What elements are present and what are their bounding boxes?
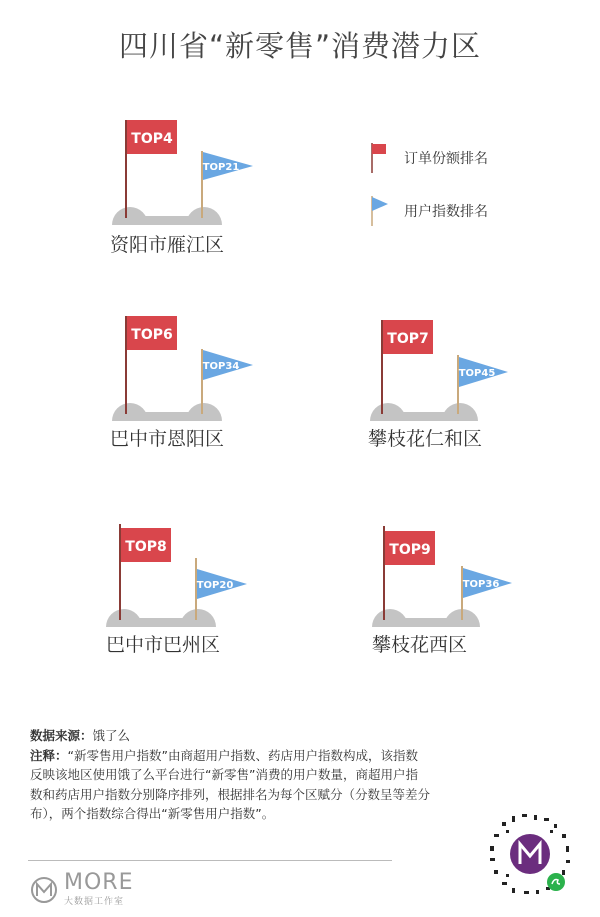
user-rank-label: TOP20 [196,580,234,591]
source-label: 数据来源： [30,728,93,743]
order-rank-label: TOP8 [125,539,167,555]
district-name: 资阳市雁江区 [110,234,225,256]
district-name: 巴中市恩阳区 [110,428,225,450]
user-rank-label: TOP21 [202,162,240,173]
user-rank-label: TOP45 [458,368,496,379]
mini-program-code [482,806,578,906]
district-card [110,314,255,450]
red-flag-icon [370,143,390,173]
brand-name: MORE [64,870,134,895]
flag-pair-graphic [110,314,255,424]
user-rank-label: TOP36 [462,579,500,590]
page-title: 四川省“新零售”消费潜力区 [118,29,482,63]
order-rank-label: TOP4 [131,131,173,147]
district-card [110,118,255,256]
order-rank-label: TOP9 [389,542,431,558]
qr-code-icon [482,806,578,902]
source-line [30,726,430,746]
note-label: 注释： [30,747,68,763]
order-rank-label: TOP6 [131,327,173,343]
order-rank-label: TOP7 [387,331,429,347]
brand-logo [30,872,133,907]
district-card [368,320,513,450]
legend-item-user [370,196,488,226]
district-card [106,524,251,656]
district-card [372,526,517,656]
source-value: 饿了么 [92,728,131,743]
flag-pair-graphic [110,118,255,228]
district-name: 巴中市巴州区 [106,634,221,656]
footer-divider [28,860,392,861]
notes-block [30,726,430,824]
note-text: “新零售用户指数”由商超用户指数、药店用户指数构成，该指数反映该地区使用饿了么平台进行“新零售”消费的用户数量，商超用户指数和药店用户指数分别降序排列，根据排名为每个区赋分（分数呈等差分布），两个指数综合得出“新零售用户指数”。 [30,747,431,821]
brand-subtitle: 大数据工作室 [64,897,125,907]
blue-flag-icon [370,196,390,226]
district-name: 攀枝花西区 [372,634,468,656]
flag-pair-graphic [368,320,513,430]
legend-label-user: 用户指数排名 [404,204,488,220]
legend-label-order: 订单份额排名 [404,151,488,167]
flag-pair-graphic [372,526,517,636]
flag-pair-graphic [106,524,251,634]
district-name: 攀枝花仁和区 [368,428,483,450]
legend-item-order [370,143,488,173]
more-logo-icon [30,876,58,904]
user-rank-label: TOP34 [202,361,240,372]
note-line [30,746,430,824]
